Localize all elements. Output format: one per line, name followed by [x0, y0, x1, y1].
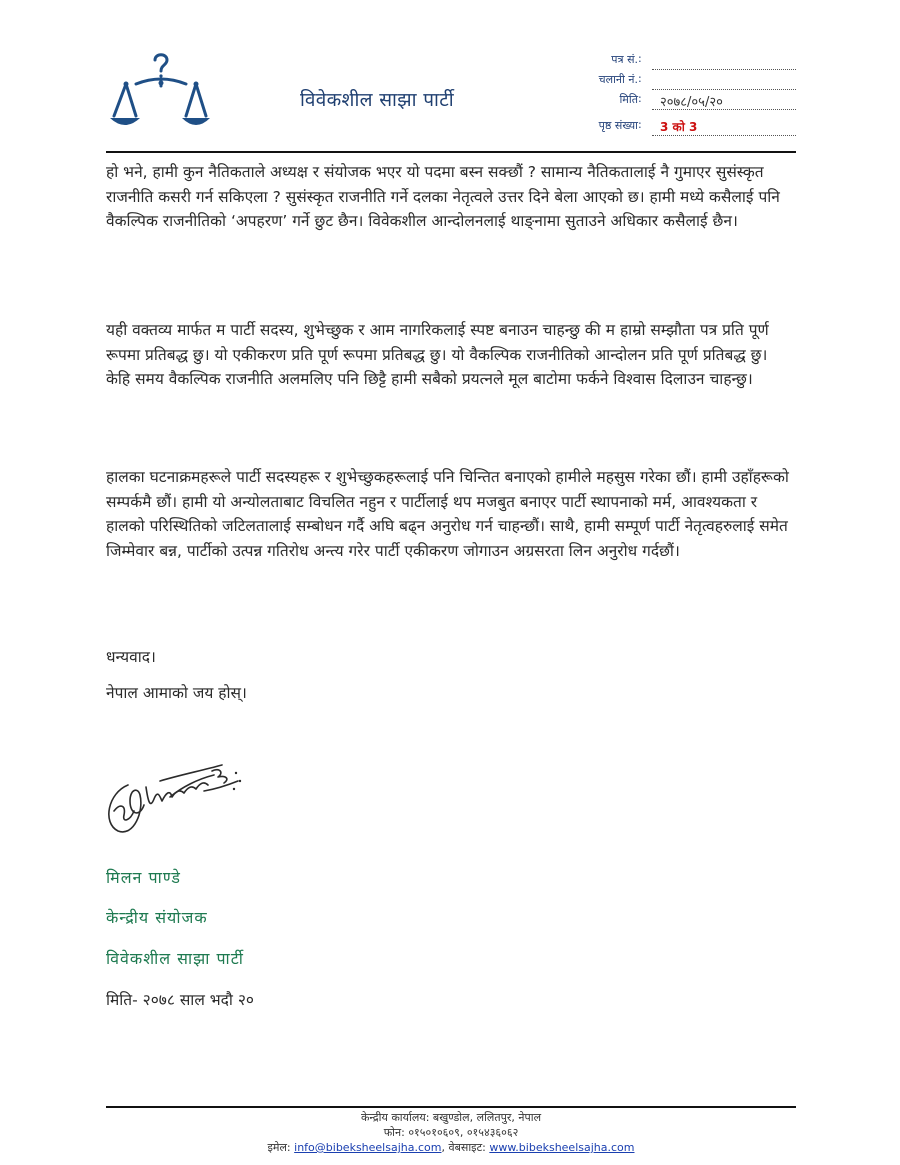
footer [106, 1110, 796, 1155]
footer-office: केन्द्रीय कार्यालय: बखुण्डोल, ललितपुर, नेपाल [360, 1111, 542, 1124]
signatory-name: मिलन पाण्डे [106, 868, 181, 887]
meta-colon: : [638, 52, 642, 65]
meta-label: पत्र सं. [611, 53, 638, 66]
body-paragraph: हो भने, हामी कुन नैतिकताले अध्यक्ष र संयोजक भएर यो पदमा बस्न सक्छौं ? सामान्य नैतिकतालाई नै गुमाएर सुसंस्कृत राजनीति कसरी गर्न सकिएला ? सुसंस्कृत राजनीति गर्ने दलका नेतृत्वले उत्तर दिने बेला आएको छ। हामी मध्ये कसैलाई पनि वैकल्पिक राजनीतिको ‘अपहरण’ गर्ने छुट छैन। विवेकशील आन्दोलनलाई थाङ्नामा सुताउने अधिकार कसैलाई छैन। [106, 163, 780, 230]
signatory-position: केन्द्रीय संयोजक [106, 908, 208, 927]
signature-date: मिति- २०७८ साल भदौ २० [106, 991, 254, 1009]
meta-row-date [540, 92, 800, 112]
handwritten-signature [100, 745, 250, 840]
meta-label: मिति [619, 93, 638, 106]
footer-divider [106, 1106, 796, 1108]
email-label: इमेल: [267, 1141, 291, 1154]
email-link[interactable]: info@bibeksheelsajha.com [294, 1141, 442, 1154]
meta-label: पृष्ठ संख्या [598, 119, 638, 132]
closing-thanks: धन्यवाद। [106, 648, 156, 666]
website-link[interactable]: www.bibeksheelsajha.com [489, 1141, 635, 1154]
meta-value: २०७८/०५/२० [652, 92, 796, 110]
body-paragraph: हालका घटनाक्रमहरूले पार्टी सदस्यहरू र शुभेच्छुकहरूलाई पनि चिन्तित बनाएको हामीले महसुस गरेका छौं। हामी उहाँहरूको सम्पर्कमै छौं। हामी यो अन्योलताबाट विचलित नहुन र पार्टीलाई थप मजबुत बनाएर पार्टी स्थापनाको मर्म, आवश्यकता र हालको परिस्थितिको जटिलतालाई सम्बोधन गर्दै अघि बढ्न अनुरोध गर्न चाहन्छौं। साथै, हामी सम्पूर्ण पार्टी नेतृत्वहरुलाई समेत जिम्मेवार बन्न, पार्टीको उत्पन्न गतिरोध अन्त्य गरेर पार्टी एकीकरण जोगाउन अग्रसरता लिन अनुरोध गर्दछौं। [106, 468, 789, 560]
scales-of-justice-icon [106, 50, 216, 140]
meta-colon: : [638, 72, 642, 85]
meta-row-dispatch-no [540, 72, 800, 92]
meta-colon: : [638, 92, 642, 105]
header-divider [106, 151, 796, 153]
meta-value [652, 52, 796, 70]
website-label: वेबसाइट: [448, 1141, 486, 1154]
meta-row-page-count [540, 118, 800, 138]
footer-phone: फोन: ०१५०१०६०९, ०१५४३६०६२ [383, 1126, 519, 1139]
body-paragraph: यही वक्तव्य मार्फत म पार्टी सदस्य, शुभेच्छुक र आम नागरिकलाई स्पष्ट बनाउन चाहन्छु की म हाम्रो सम्झौता पत्र प्रति पूर्ण रूपमा प्रतिबद्ध छु। यो एकीकरण प्रति पूर्ण रूपमा प्रतिबद्ध छु। यो वैकल्पिक राजनीतिको आन्दोलन प्रति पूर्ण प्रतिबद्ध छु। केहि समय वैकल्पिक राजनीति अलमलिए पनि छिट्टै हामी सबैको प्रयत्नले मूल बाटोमा फर्कने विश्वास दिलाउन चाहन्छु। [106, 321, 769, 388]
meta-value [652, 72, 796, 90]
meta-row-letter-no [540, 52, 800, 72]
meta-colon: : [638, 118, 642, 131]
page-number: 3 को 3 [652, 118, 796, 136]
footer-contact: इमेल: info@bibeksheelsajha.com, वेबसाइट: www.bibeksheelsajha.com [267, 1141, 635, 1154]
signatory-party: विवेकशील साझा पार्टी [106, 949, 244, 968]
party-title: विवेकशील साझा पार्टी [300, 89, 455, 111]
closing-slogan: नेपाल आमाको जय होस्। [106, 684, 247, 702]
meta-label: चलानी नं. [598, 73, 638, 86]
